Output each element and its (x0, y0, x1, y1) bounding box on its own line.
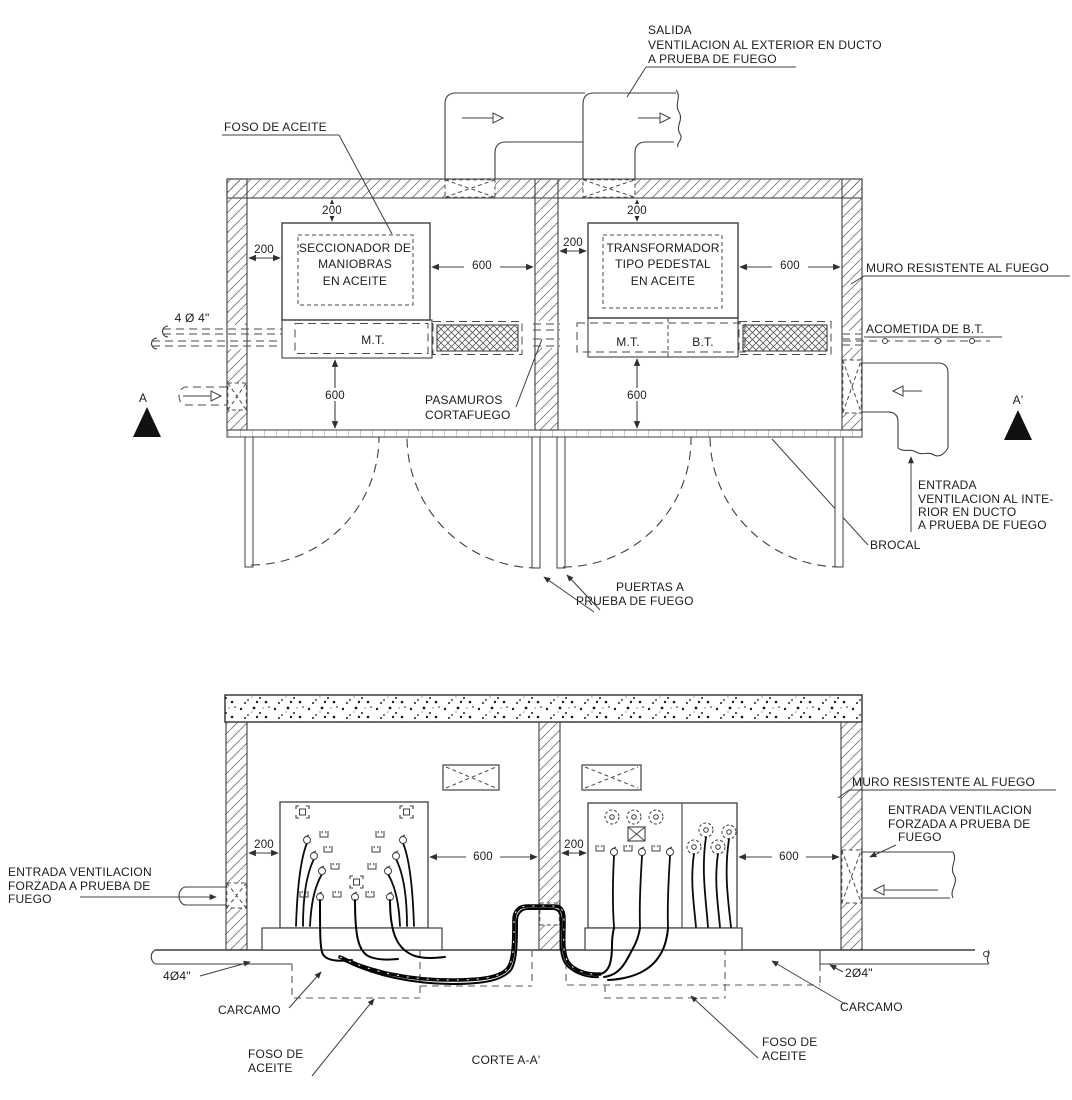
svg-text:200: 200 (627, 205, 647, 217)
svg-text:4Ø4": 4Ø4" (163, 969, 191, 983)
svg-text:200: 200 (564, 839, 584, 851)
door-swing-arc (563, 437, 691, 567)
label-salida (627, 23, 882, 97)
supply-pipe-left (179, 387, 227, 405)
svg-text:ENTRADA VENTILACION: ENTRADA VENTILACION (8, 865, 152, 879)
dim-600-right-right-room (740, 258, 840, 272)
label-seccionador-line1: SECCIONADOR DE (298, 241, 412, 255)
label-entrada-plan (911, 457, 1054, 532)
section-right-wall-vent (842, 850, 862, 903)
label-pasamuros-line1: PASAMUROS (425, 393, 503, 407)
label-transformador-line1: TRANSFORMADOR (606, 241, 720, 255)
dim-600-right-left-room (432, 258, 533, 272)
svg-text:A: A (138, 391, 148, 405)
cable-tray-left (433, 322, 522, 355)
svg-text:ACOMETIDA DE B.T.: ACOMETIDA DE B.T. (866, 322, 985, 336)
bt-wall-opening (842, 331, 862, 348)
dim-200-left-right-room (560, 237, 586, 251)
label-foso-right-line2: ACEITE (762, 1049, 807, 1063)
svg-text:BROCAL: BROCAL (870, 538, 921, 552)
door-swing-arc (407, 437, 538, 568)
brocal-sill (227, 430, 862, 437)
svg-text:CARCAMO: CARCAMO (840, 1000, 903, 1014)
roof-slab (225, 695, 862, 722)
label-puertas-line2: PRUEBA DE FUEGO (576, 594, 694, 608)
ceiling-vent-right (582, 765, 641, 790)
intake-duct-right (862, 363, 948, 456)
dim-600-bottom-right-room (622, 359, 652, 428)
label-salida-line3: A PRUEBA DE FUEGO (648, 52, 777, 66)
section-view (8, 695, 1056, 1076)
label-salida-line1: SALIDA (648, 23, 692, 37)
ceiling-vent-left (443, 765, 499, 790)
label-transformador-line2: TIPO PEDESTAL (615, 257, 711, 271)
dim-200-section-left (249, 839, 278, 853)
dim-600-section-right (739, 849, 839, 863)
label-foso-left-line2: ACEITE (248, 1061, 293, 1075)
svg-text:FUEGO: FUEGO (898, 830, 942, 844)
label-brocal (772, 439, 921, 552)
dim-600-section-left (430, 849, 537, 863)
svg-text:MURO RESISTENTE AL FUEGO: MURO RESISTENTE AL FUEGO (866, 261, 1050, 275)
label-muro-section (838, 775, 1056, 798)
fire-doors (245, 437, 843, 568)
airflow-right-icon (211, 391, 221, 401)
svg-text:600: 600 (779, 851, 799, 863)
svg-text:ENTRADA VENTILACION: ENTRADA VENTILACION (888, 803, 1032, 817)
door-swing-arc (710, 437, 841, 567)
left-wall-vent (228, 383, 247, 410)
svg-text:VENTILACION AL INTE-: VENTILACION AL INTE- (918, 492, 1054, 506)
label-pasamuros-line2: CORTAFUEGO (425, 408, 511, 422)
svg-text:ENTRADA: ENTRADA (918, 478, 977, 492)
svg-text:200: 200 (322, 205, 342, 217)
door-swing-arc (251, 437, 379, 565)
label-transformador-line3: EN ACEITE (630, 274, 696, 288)
label-corte: CORTE A-A' (471, 1053, 541, 1067)
airflow-left-icon (874, 885, 938, 895)
dim-200-section-right (562, 839, 586, 853)
svg-text:A PRUEBA DE FUEGO: A PRUEBA DE FUEGO (918, 518, 1047, 532)
label-entrada-section-right (870, 803, 1032, 857)
door-leaf (557, 437, 565, 568)
svg-text:FUEGO: FUEGO (8, 892, 52, 906)
label-muro-plan (851, 261, 1070, 284)
svg-text:2Ø4": 2Ø4" (845, 966, 873, 980)
airflow-right-icon (462, 113, 503, 123)
svg-text:FORZADA A PRUEBA DE: FORZADA A PRUEBA DE (888, 817, 1031, 831)
label-mt-right: M.T. (616, 335, 640, 349)
svg-text:600: 600 (472, 260, 492, 272)
section-marker-a (133, 391, 161, 437)
airflow-left-icon (893, 386, 922, 396)
svg-text:200: 200 (563, 237, 583, 249)
plan-view (133, 23, 1070, 612)
svg-text:CARCAMO: CARCAMO (218, 1003, 281, 1017)
seccionador-section (262, 802, 442, 950)
dim-600-bottom-left-room (320, 360, 350, 428)
duct-break-line (676, 90, 681, 147)
cable-tray-right (739, 322, 831, 355)
svg-text:600: 600 (627, 390, 647, 402)
transformador-section (585, 803, 742, 950)
door-leaf (835, 437, 843, 567)
dim-200-top-left-room (318, 200, 346, 221)
roof-vent-left (445, 180, 495, 198)
door-leaf (532, 437, 540, 568)
svg-text:RIOR EN DUCTO: RIOR EN DUCTO (918, 505, 1017, 519)
exhaust-duct-assembly (445, 90, 681, 179)
right-wall-vent (843, 360, 862, 413)
label-foso-right (691, 996, 817, 1063)
roof-vent-right (583, 180, 635, 198)
airflow-right-icon (638, 113, 670, 123)
label-foso-right-line1: FOSO DE (762, 1035, 818, 1049)
svg-text:FORZADA A PRUEBA DE: FORZADA A PRUEBA DE (8, 879, 151, 893)
label-seccionador-line2: MANIOBRAS (318, 257, 392, 271)
label-4o4-section (163, 962, 250, 983)
label-salida-line2: VENTILACION AL EXTERIOR EN DUCTO (648, 38, 882, 52)
transformador-unit (577, 223, 745, 357)
svg-text:600: 600 (325, 390, 345, 402)
label-bt: B.T. (692, 335, 714, 349)
label-puertas-line1: PUERTAS A (616, 580, 685, 594)
dim-200-left-left-room (249, 244, 280, 258)
seccionador-unit (282, 223, 432, 358)
label-carcamo-left (218, 972, 321, 1017)
pasamuros-opening (533, 321, 560, 348)
label-2o4-section (830, 965, 873, 980)
svg-text:A': A' (1012, 393, 1024, 407)
svg-text:FOSO DE ACEITE: FOSO DE ACEITE (224, 120, 327, 134)
svg-text:600: 600 (780, 260, 800, 272)
label-puertas (544, 575, 694, 612)
svg-text:200: 200 (254, 839, 274, 851)
label-seccionador-line3: EN ACEITE (322, 274, 388, 288)
section-marker-a-prime (1004, 393, 1032, 440)
label-foso-left-line1: FOSO DE (248, 1047, 304, 1061)
svg-text:200: 200 (254, 244, 274, 256)
floor-and-pipe-banks (151, 950, 989, 964)
section-left-wall-vent (227, 883, 247, 908)
conduits-4in (152, 311, 283, 349)
label-acometida (843, 322, 1002, 344)
label-entrada-section-left (8, 865, 227, 906)
svg-text:MURO RESISTENTE AL FUEGO: MURO RESISTENTE AL FUEGO (852, 775, 1036, 789)
intake-duct-section-right (862, 852, 955, 898)
label-4o4: 4 Ø 4" (174, 311, 210, 325)
dim-200-top-right-room (623, 200, 651, 221)
pedestal (262, 928, 442, 950)
door-leaf (245, 437, 253, 567)
label-mt-left: M.T. (361, 333, 385, 347)
svg-text:600: 600 (473, 851, 493, 863)
